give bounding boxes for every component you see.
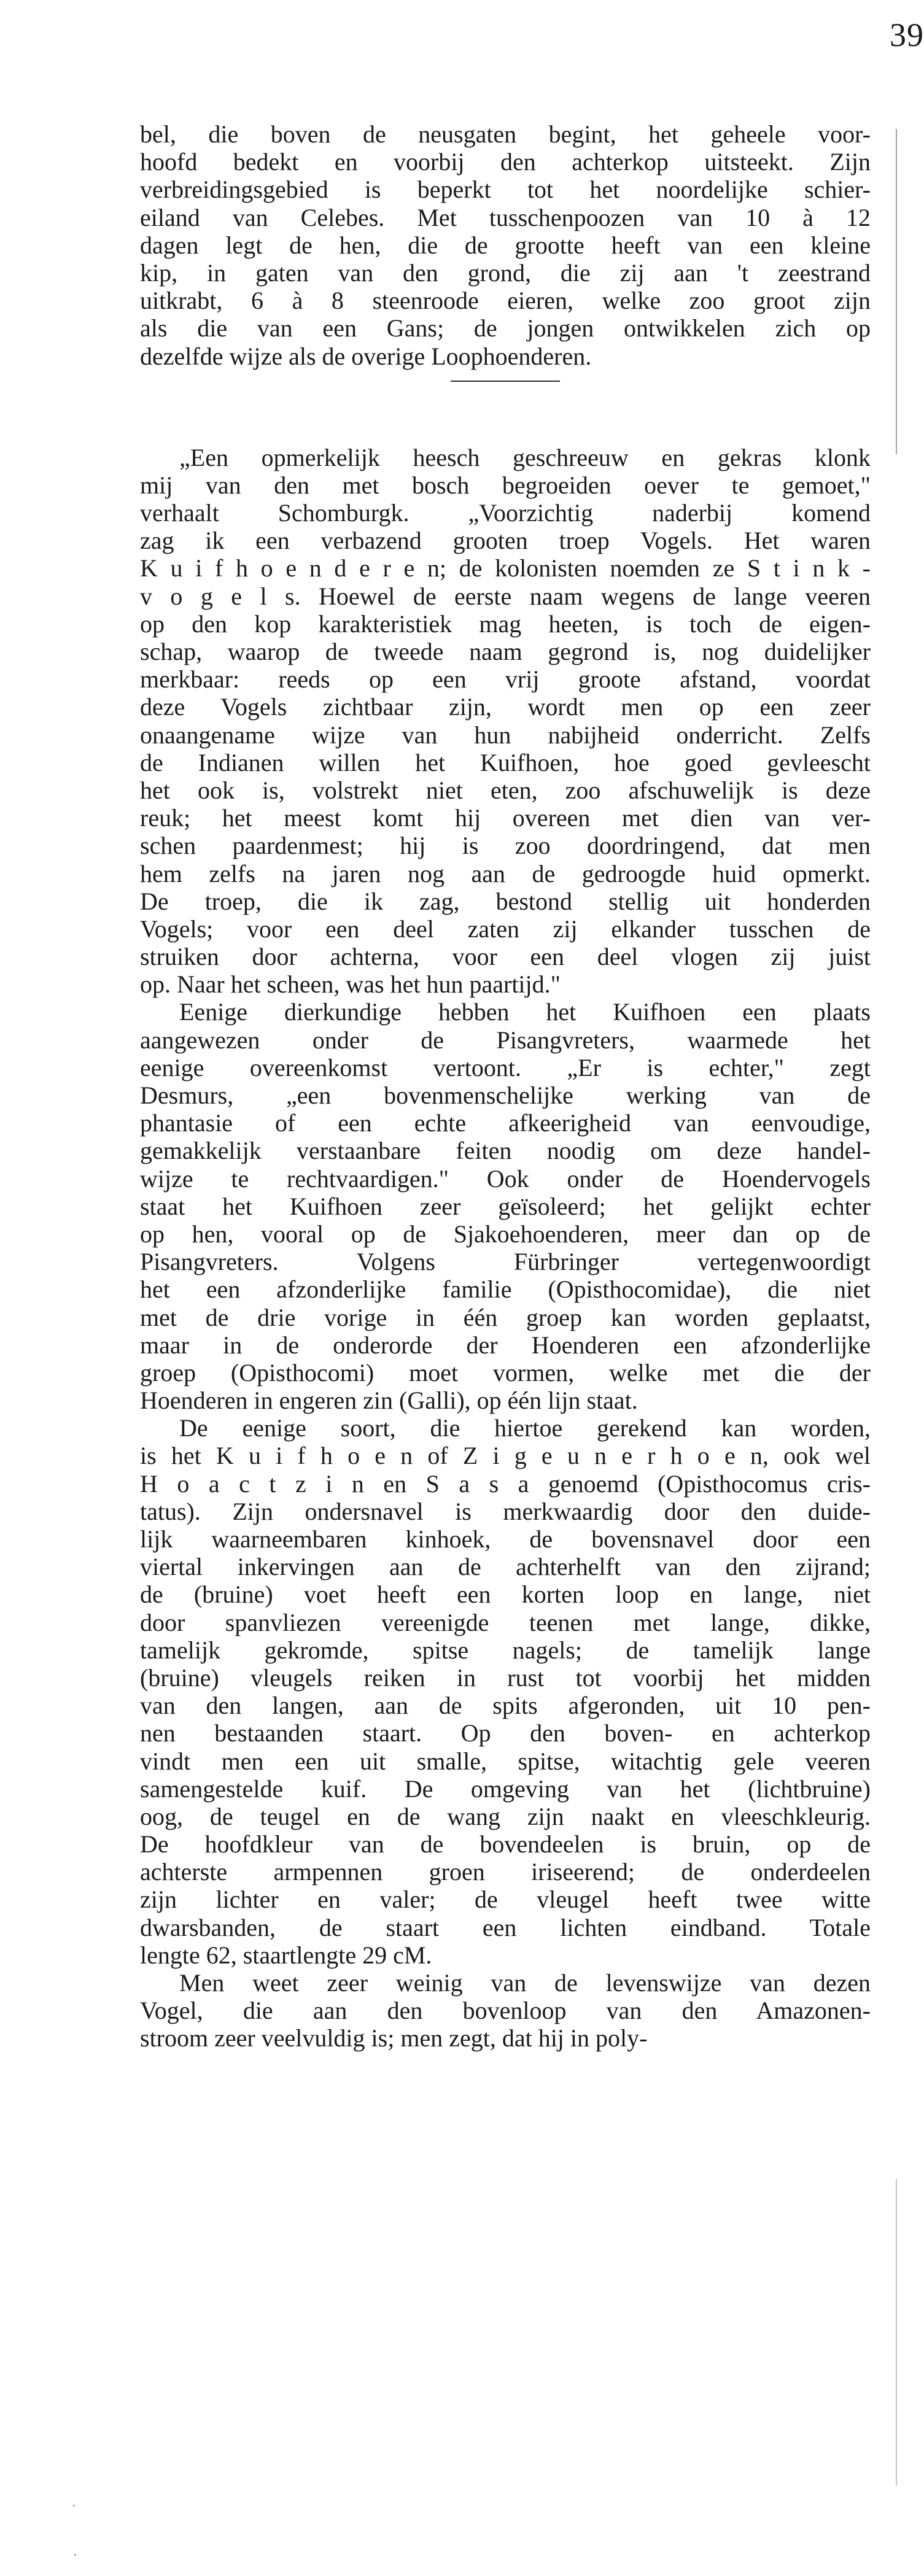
text-line: hem zelfs na jaren nog aan de gedroogde huid opmerkt. <box>140 859 871 888</box>
text-line: gemakkelijk verstaanbare feiten noodig om deze handel- <box>140 1137 871 1165</box>
text-line: samengestelde kuif. De omgeving van het (lichtbruine) <box>140 1774 871 1803</box>
text-line: vindt men een uit smalle, spitse, witachtig gele veeren <box>140 1747 871 1775</box>
text-line: op den kop karakteristiek mag heeten, is toch de eigen- <box>140 609 871 638</box>
text-line: uitkrabt, 6 à 8 steenroode eieren, welke zoo groot zijn <box>140 287 871 315</box>
text-line: het ook is, volstrekt niet eten, zoo afschuwelijk is deze <box>140 776 871 804</box>
text-line: dezelfde wijze als de overige Loophoenderen. <box>140 342 592 370</box>
text-line: wijze te rechtvaardigen." Ook onder de Hoendervogels <box>140 1164 871 1193</box>
text-line: phantasie of een echte afkeerigheid van eenvoudige, <box>140 1109 871 1137</box>
page-number: 39 <box>890 17 924 53</box>
text-line: dwarsbanden, de staart een lichten eindband. Totale <box>140 1913 871 1941</box>
text-column <box>140 120 871 2052</box>
text-line: zijn lichter en valer; de vleugel heeft twee witte <box>140 1886 871 1914</box>
text-line: maar in de onderorde der Hoenderen een afzonderlijke <box>140 1331 871 1359</box>
text-line: De hoofdkleur van de bovendeelen is bruin, op de <box>140 1830 871 1859</box>
text-line: (bruine) vleugels reiken in rust tot voorbij het midden <box>140 1663 871 1692</box>
text-line: eenige overeenkomst vertoont. „Er is echter," zegt <box>140 1053 871 1081</box>
paragraph-2 <box>140 444 871 999</box>
text-line: dagen legt de hen, die de grootte heeft van een kleine <box>140 231 871 259</box>
text-line: groep (Opisthocomi) moet vormen, welke met die der <box>140 1358 871 1387</box>
text-line: onaangename wijze van hun nabijheid onderricht. Zelfs <box>140 721 871 749</box>
margin-line <box>896 129 897 454</box>
text-line: mij van den met bosch begroeiden oever te gemoet," <box>140 471 871 499</box>
text-line: de Indianen willen het Kuifhoen, hoe goed gevleescht <box>140 748 871 776</box>
text-line: op. Naar het scheen, was het hun paartijd." <box>140 970 561 999</box>
paragraph-4 <box>140 1414 871 1969</box>
text-line: oog, de teugel en de wang zijn naakt en vleeschkleurig. <box>140 1802 871 1830</box>
text-line: eiland van Celebes. Met tusschenpoozen van 10 à 12 <box>140 203 871 231</box>
text-line: nen bestaanden staart. Op den boven- en achterkop <box>140 1719 871 1747</box>
text-line: De troep, die ik zag, bestond stellig uit honderden <box>140 887 871 915</box>
text-line: als die van een Gans; de jongen ontwikkelen zich op <box>140 314 871 342</box>
text-line: lengte 62, staartlengte 29 cM. <box>140 1941 432 1969</box>
text-line: door spanvliezen vereenigde teenen met lange, dikke, <box>140 1608 871 1636</box>
text-line: Vogels; voor een deel zaten zij elkander tusschen de <box>140 915 871 943</box>
text-line: H o a c t z i n en S a s a genoemd (Opisthocomus cris- <box>140 1469 871 1498</box>
text-line: Men weet zeer weinig van de levenswijze van dezen <box>179 1969 871 1997</box>
text-line: is het K u i f h o e n of Z i g e u n e r h o e n, ook wel <box>140 1442 871 1470</box>
text-line: Desmurs, „een bovenmenschelijke werking van de <box>140 1081 871 1109</box>
text-line: staat het Kuifhoen zeer geïsoleerd; het gelijkt echter <box>140 1192 871 1220</box>
text-line: op hen, vooral op de Sjakoehoenderen, meer dan op de <box>140 1220 871 1248</box>
text-line: Eenige dierkundige hebben het Kuifhoen een plaats <box>179 998 871 1026</box>
text-line: bel, die boven de neusgaten begint, het geheele voor- <box>140 120 871 148</box>
text-line: stroom zeer veelvuldig is; men zegt, dat hij in poly- <box>140 2024 648 2052</box>
text-line: merkbaar: reeds op een vrij groote afstand, voordat <box>140 665 871 694</box>
text-line: de (bruine) voet heeft een korten loop en lange, niet <box>140 1580 871 1609</box>
text-line: Pisangvreters. Volgens Fürbringer vertegenwoordigt <box>140 1248 871 1276</box>
scan-speck: · <box>72 2546 78 2564</box>
text-line: verhaalt Schomburgk. „Voorzichtig naderbij komend <box>140 499 871 527</box>
text-line: v o g e l s. Hoewel de eerste naam wegens de lange veeren <box>140 582 871 610</box>
text-line: reuk; het meest komt hij overeen met dien van ver- <box>140 804 871 832</box>
text-line: schen paardenmest; hij is zoo doordringend, dat men <box>140 832 871 860</box>
text-line: „Een opmerkelijk heesch geschreeuw en gekras klonk <box>179 443 871 471</box>
text-line: Vogel, die aan den bovenloop van den Amazonen- <box>140 1997 871 2025</box>
text-line: De eenige soort, die hiertoe gerekend kan worden, <box>179 1414 871 1442</box>
text-line: tatus). Zijn ondersnavel is merkwaardig door den duide- <box>140 1497 871 1525</box>
margin-line <box>896 2179 897 2486</box>
text-line: viertal inkervingen aan de achterhelft van den zijrand; <box>140 1553 871 1581</box>
text-line: kip, in gaten van den grond, die zij aan 't zeestrand <box>140 258 871 287</box>
text-line: tamelijk gekromde, spitse nagels; de tamelijk lange <box>140 1636 871 1664</box>
text-line: K u i f h o e n d e r e n; de kolonisten noemden ze S t i n k - <box>140 554 871 582</box>
text-line: lijk waarneembaren kinhoek, de bovensnavel door een <box>140 1525 871 1553</box>
text-line: schap, waarop de tweede naam gegrond is, nog duidelijker <box>140 638 871 665</box>
text-line: hoofd bedekt en voorbij den achterkop uitsteekt. Zijn <box>140 148 871 176</box>
text-line: aangewezen onder de Pisangvreters, waarmede het <box>140 1026 871 1054</box>
text-line: zag ik een verbazend grooten troep Vogels. Het waren <box>140 527 871 555</box>
text-line: deze Vogels zichtbaar zijn, wordt men op een zeer <box>140 693 871 721</box>
scan-speck: · <box>71 2497 77 2515</box>
separator-rule <box>451 381 560 382</box>
text-line: met de drie vorige in één groep kan worden geplaatst, <box>140 1303 871 1331</box>
paragraph-3 <box>140 998 871 1414</box>
paragraph-1 <box>140 120 871 370</box>
text-line: Hoenderen in engeren zin (Galli), op één lijn staat. <box>140 1387 638 1415</box>
text-line: achterste armpennen groen iriseerend; de onderdeelen <box>140 1858 871 1886</box>
section-separator <box>140 370 871 404</box>
paragraph-5 <box>140 1969 871 2052</box>
text-line: het een afzonderlijke familie (Opisthocomidae), die niet <box>140 1275 871 1304</box>
text-line: verbreidingsgebied is beperkt tot het noordelijke schier- <box>140 176 871 204</box>
text-line: struiken door achterna, voor een deel vlogen zij juist <box>140 943 871 971</box>
text-line: van den langen, aan de spits afgeronden, uit 10 pen- <box>140 1692 871 1720</box>
